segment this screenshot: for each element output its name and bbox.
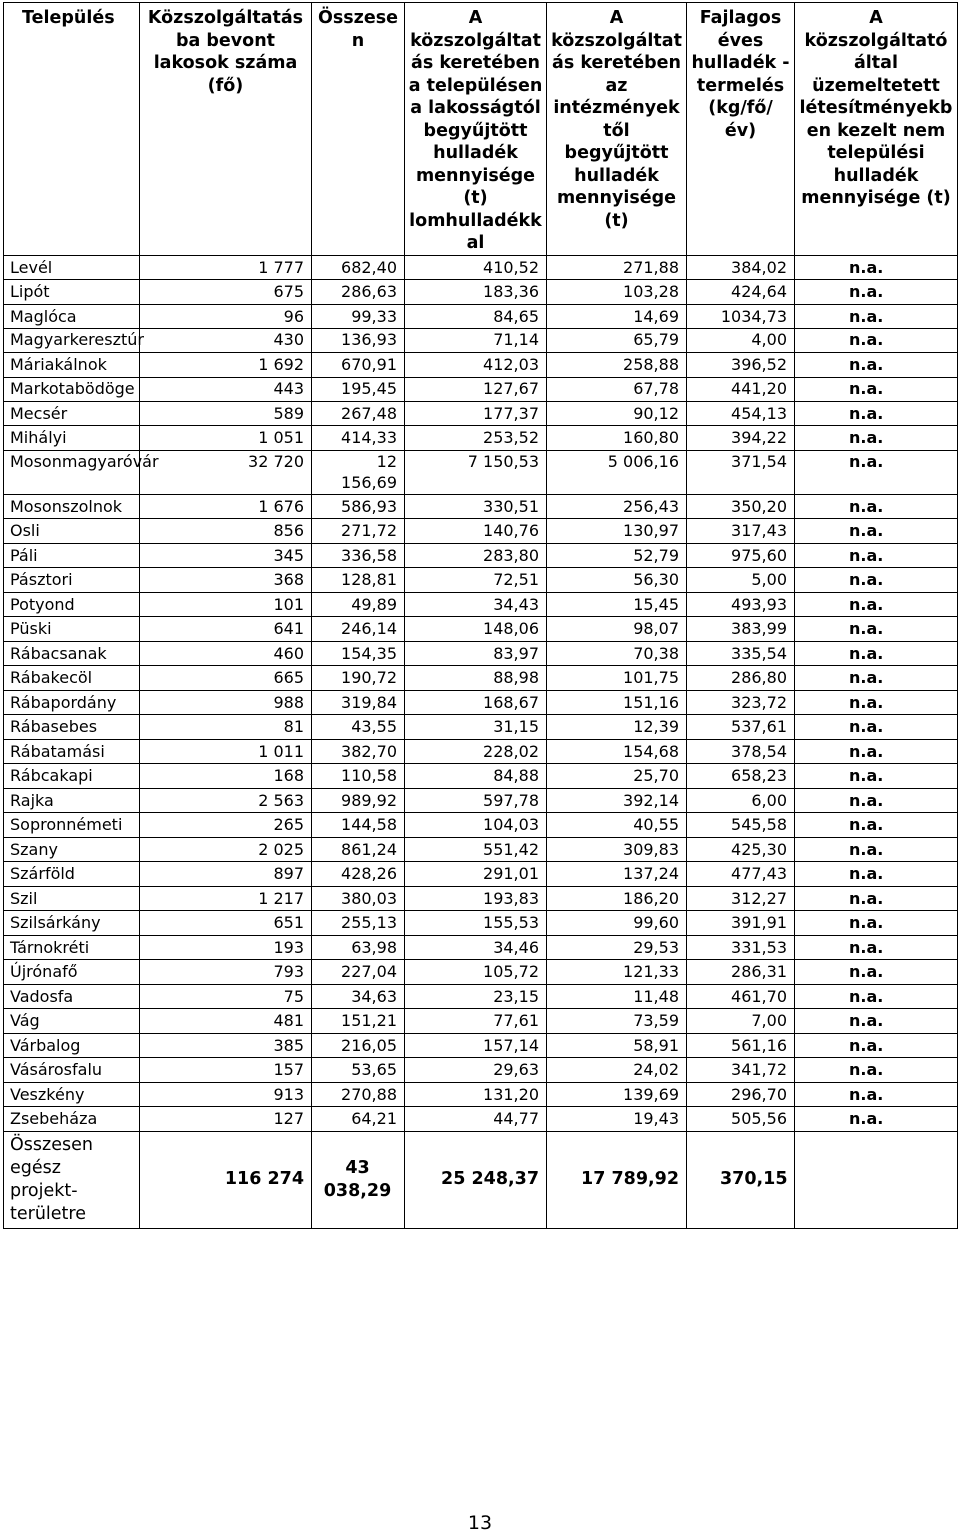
cell-non-municipal: n.a. (795, 1107, 958, 1132)
cell-population: 1 217 (140, 886, 312, 911)
cell-total: 195,45 (312, 377, 405, 401)
cell-per-capita: 312,27 (687, 886, 795, 911)
cell-institution: 12,39 (547, 715, 687, 740)
cell-total: 128,81 (312, 568, 405, 593)
table-row (4, 353, 958, 378)
cell-population: 793 (140, 960, 312, 985)
table-row (4, 401, 958, 426)
cell-per-capita: 391,91 (687, 911, 795, 936)
cell-institution: 67,78 (547, 377, 687, 401)
cell-population: 265 (140, 813, 312, 838)
cell-settlement: Sopronnémeti (4, 813, 140, 838)
cell-institution: 65,79 (547, 329, 687, 353)
cell-household: 84,65 (405, 304, 547, 329)
cell-household: 104,03 (405, 813, 547, 838)
cell-institution: 25,70 (547, 764, 687, 789)
cell-household: 83,97 (405, 641, 547, 666)
cell-institution: 40,55 (547, 813, 687, 838)
cell-population: 856 (140, 519, 312, 544)
cell-population: 675 (140, 280, 312, 305)
cell-non-municipal: n.a. (795, 666, 958, 691)
cell-non-municipal: n.a. (795, 519, 958, 544)
cell-total: 255,13 (312, 911, 405, 936)
cell-total: 682,40 (312, 255, 405, 280)
cell-institution: 29,53 (547, 935, 687, 960)
table-row (4, 1009, 958, 1034)
cell-total: 286,63 (312, 280, 405, 305)
cell-total: 428,26 (312, 862, 405, 887)
cell-population: 75 (140, 984, 312, 1009)
cell-household: 330,51 (405, 494, 547, 519)
cell-household: 127,67 (405, 377, 547, 401)
cell-household: 31,15 (405, 715, 547, 740)
cell-household: 29,63 (405, 1058, 547, 1083)
cell-total: 216,05 (312, 1033, 405, 1058)
total-cell-per-capita: 370,15 (687, 1131, 795, 1228)
cell-household: 412,03 (405, 353, 547, 378)
cell-per-capita: 4,00 (687, 329, 795, 353)
cell-settlement: Rábacsanak (4, 641, 140, 666)
cell-per-capita: 341,72 (687, 1058, 795, 1083)
total-cell-household: 25 248,37 (405, 1131, 547, 1228)
table-row (4, 568, 958, 593)
cell-total: 64,21 (312, 1107, 405, 1132)
cell-per-capita: 1034,73 (687, 304, 795, 329)
cell-household: 597,78 (405, 788, 547, 813)
cell-institution: 258,88 (547, 353, 687, 378)
header-household-waste: A közszolgáltatás keretében a településen a lakosságtól begyűjtött hulladék mennyisége (t) lomhulladékkal (405, 3, 547, 256)
cell-non-municipal: n.a. (795, 935, 958, 960)
cell-per-capita: 6,00 (687, 788, 795, 813)
cell-per-capita: 323,72 (687, 690, 795, 715)
cell-household: 72,51 (405, 568, 547, 593)
cell-per-capita: 537,61 (687, 715, 795, 740)
cell-institution: 99,60 (547, 911, 687, 936)
cell-institution: 137,24 (547, 862, 687, 887)
cell-settlement: Szilsárkány (4, 911, 140, 936)
cell-settlement: Tárnokréti (4, 935, 140, 960)
cell-non-municipal: n.a. (795, 1058, 958, 1083)
cell-institution: 121,33 (547, 960, 687, 985)
cell-institution: 130,97 (547, 519, 687, 544)
table-row (4, 666, 958, 691)
cell-settlement: Szany (4, 837, 140, 862)
table-row (4, 543, 958, 568)
cell-per-capita: 394,22 (687, 426, 795, 451)
table-row (4, 935, 958, 960)
cell-institution: 90,12 (547, 401, 687, 426)
cell-institution: 15,45 (547, 592, 687, 617)
cell-population: 1 051 (140, 426, 312, 451)
cell-non-municipal: n.a. (795, 1082, 958, 1107)
table-row (4, 426, 958, 451)
cell-total: 270,88 (312, 1082, 405, 1107)
cell-per-capita: 317,43 (687, 519, 795, 544)
header-total: Összesen (312, 3, 405, 256)
cell-household: 23,15 (405, 984, 547, 1009)
cell-household: 168,67 (405, 690, 547, 715)
cell-population: 1 011 (140, 739, 312, 764)
cell-per-capita: 383,99 (687, 617, 795, 642)
cell-population: 897 (140, 862, 312, 887)
cell-population: 157 (140, 1058, 312, 1083)
cell-per-capita: 545,58 (687, 813, 795, 838)
cell-per-capita: 335,54 (687, 641, 795, 666)
cell-population: 641 (140, 617, 312, 642)
cell-institution: 392,14 (547, 788, 687, 813)
cell-per-capita: 396,52 (687, 353, 795, 378)
cell-settlement: Potyond (4, 592, 140, 617)
cell-non-municipal: n.a. (795, 862, 958, 887)
cell-total: 227,04 (312, 960, 405, 985)
cell-household: 140,76 (405, 519, 547, 544)
cell-settlement: Mecsér (4, 401, 140, 426)
table-row (4, 617, 958, 642)
cell-per-capita: 286,31 (687, 960, 795, 985)
cell-total: 319,84 (312, 690, 405, 715)
cell-non-municipal: n.a. (795, 715, 958, 740)
page-number: 13 (467, 1512, 493, 1534)
cell-non-municipal: n.a. (795, 1033, 958, 1058)
cell-household: 183,36 (405, 280, 547, 305)
cell-total: 53,65 (312, 1058, 405, 1083)
cell-per-capita: 975,60 (687, 543, 795, 568)
cell-settlement: Rajka (4, 788, 140, 813)
header-settlement: Település (4, 3, 140, 256)
cell-per-capita: 424,64 (687, 280, 795, 305)
cell-settlement: Veszkény (4, 1082, 140, 1107)
cell-per-capita: 378,54 (687, 739, 795, 764)
cell-settlement: Vág (4, 1009, 140, 1034)
cell-household: 551,42 (405, 837, 547, 862)
cell-institution: 56,30 (547, 568, 687, 593)
cell-settlement: Rábasebes (4, 715, 140, 740)
cell-household: 410,52 (405, 255, 547, 280)
cell-non-municipal: n.a. (795, 984, 958, 1009)
cell-household: 157,14 (405, 1033, 547, 1058)
cell-settlement: Rábapordány (4, 690, 140, 715)
cell-institution: 160,80 (547, 426, 687, 451)
cell-per-capita: 5,00 (687, 568, 795, 593)
cell-total: 190,72 (312, 666, 405, 691)
cell-population: 2 563 (140, 788, 312, 813)
cell-settlement: Mihályi (4, 426, 140, 451)
table-row (4, 960, 958, 985)
cell-total: 43,55 (312, 715, 405, 740)
cell-institution: 11,48 (547, 984, 687, 1009)
cell-non-municipal: n.a. (795, 813, 958, 838)
cell-non-municipal: n.a. (795, 568, 958, 593)
table-row (4, 329, 958, 353)
cell-per-capita: 461,70 (687, 984, 795, 1009)
table-row (4, 739, 958, 764)
cell-population: 988 (140, 690, 312, 715)
cell-per-capita: 658,23 (687, 764, 795, 789)
cell-per-capita: 350,20 (687, 494, 795, 519)
cell-settlement: Szárföld (4, 862, 140, 887)
header-per-capita: Fajlagos éves hulladék - termelés (kg/fő/ év) (687, 3, 795, 256)
cell-non-municipal: n.a. (795, 837, 958, 862)
cell-household: 131,20 (405, 1082, 547, 1107)
cell-household: 34,43 (405, 592, 547, 617)
waste-data-table (3, 2, 958, 1229)
cell-settlement: Mosonmagyaróvár (4, 450, 140, 494)
cell-institution: 70,38 (547, 641, 687, 666)
cell-non-municipal: n.a. (795, 377, 958, 401)
cell-total: 670,91 (312, 353, 405, 378)
cell-settlement: Pásztori (4, 568, 140, 593)
cell-non-municipal: n.a. (795, 1009, 958, 1034)
cell-population: 1 777 (140, 255, 312, 280)
cell-settlement: Szil (4, 886, 140, 911)
table-row (4, 519, 958, 544)
cell-non-municipal: n.a. (795, 280, 958, 305)
cell-population: 430 (140, 329, 312, 353)
cell-total: 12 156,69 (312, 450, 405, 494)
cell-household: 7 150,53 (405, 450, 547, 494)
cell-population: 665 (140, 666, 312, 691)
cell-total: 382,70 (312, 739, 405, 764)
cell-non-municipal: n.a. (795, 494, 958, 519)
total-row (4, 1131, 958, 1228)
cell-institution: 19,43 (547, 1107, 687, 1132)
table-body (4, 255, 958, 1228)
table-row (4, 1058, 958, 1083)
cell-non-municipal: n.a. (795, 426, 958, 451)
cell-settlement: Rábakecöl (4, 666, 140, 691)
cell-per-capita: 505,56 (687, 1107, 795, 1132)
cell-household: 44,77 (405, 1107, 547, 1132)
cell-population: 481 (140, 1009, 312, 1034)
cell-institution: 103,28 (547, 280, 687, 305)
cell-population: 368 (140, 568, 312, 593)
table-row (4, 304, 958, 329)
cell-settlement: Markotabödöge (4, 377, 140, 401)
cell-non-municipal: n.a. (795, 401, 958, 426)
cell-household: 228,02 (405, 739, 547, 764)
cell-total: 246,14 (312, 617, 405, 642)
table-row (4, 715, 958, 740)
cell-household: 253,52 (405, 426, 547, 451)
table-row (4, 280, 958, 305)
cell-per-capita: 441,20 (687, 377, 795, 401)
cell-settlement: Püski (4, 617, 140, 642)
table-row (4, 450, 958, 494)
table-row (4, 1082, 958, 1107)
cell-population: 168 (140, 764, 312, 789)
table-row (4, 911, 958, 936)
cell-per-capita: 331,53 (687, 935, 795, 960)
total-cell-total: 43 038,29 (312, 1131, 405, 1228)
cell-institution: 256,43 (547, 494, 687, 519)
cell-settlement: Újrónafő (4, 960, 140, 985)
total-cell-institution: 17 789,92 (547, 1131, 687, 1228)
cell-total: 154,35 (312, 641, 405, 666)
cell-total: 99,33 (312, 304, 405, 329)
cell-population: 127 (140, 1107, 312, 1132)
table-row (4, 837, 958, 862)
cell-population: 96 (140, 304, 312, 329)
cell-per-capita: 454,13 (687, 401, 795, 426)
cell-settlement: Mosonszolnok (4, 494, 140, 519)
cell-total: 110,58 (312, 764, 405, 789)
cell-household: 77,61 (405, 1009, 547, 1034)
cell-total: 151,21 (312, 1009, 405, 1034)
cell-population: 913 (140, 1082, 312, 1107)
cell-institution: 24,02 (547, 1058, 687, 1083)
cell-institution: 186,20 (547, 886, 687, 911)
table-row (4, 788, 958, 813)
cell-total: 380,03 (312, 886, 405, 911)
cell-non-municipal: n.a. (795, 641, 958, 666)
cell-non-municipal: n.a. (795, 353, 958, 378)
cell-population: 460 (140, 641, 312, 666)
cell-per-capita: 296,70 (687, 1082, 795, 1107)
cell-non-municipal: n.a. (795, 788, 958, 813)
table-row (4, 862, 958, 887)
cell-non-municipal: n.a. (795, 960, 958, 985)
cell-total: 861,24 (312, 837, 405, 862)
cell-settlement: Páli (4, 543, 140, 568)
table-row (4, 984, 958, 1009)
cell-household: 193,83 (405, 886, 547, 911)
table-row (4, 494, 958, 519)
cell-non-municipal: n.a. (795, 255, 958, 280)
cell-settlement: Vásárosfalu (4, 1058, 140, 1083)
cell-non-municipal: n.a. (795, 739, 958, 764)
table-row (4, 592, 958, 617)
cell-per-capita: 371,54 (687, 450, 795, 494)
table-row (4, 886, 958, 911)
cell-total: 989,92 (312, 788, 405, 813)
table-row (4, 641, 958, 666)
cell-population: 589 (140, 401, 312, 426)
cell-settlement: Zsebeháza (4, 1107, 140, 1132)
cell-total: 414,33 (312, 426, 405, 451)
cell-non-municipal: n.a. (795, 304, 958, 329)
total-cell-settlement: Összesen egész projekt-területre (4, 1131, 140, 1228)
cell-settlement: Levél (4, 255, 140, 280)
table-row (4, 377, 958, 401)
cell-institution: 98,07 (547, 617, 687, 642)
cell-institution: 58,91 (547, 1033, 687, 1058)
header-population: Közszolgáltatásba bevont lakosok száma (fő) (140, 3, 312, 256)
cell-household: 155,53 (405, 911, 547, 936)
cell-total: 136,93 (312, 329, 405, 353)
cell-population: 345 (140, 543, 312, 568)
cell-settlement: Maglóca (4, 304, 140, 329)
cell-settlement: Lipót (4, 280, 140, 305)
total-cell-non-municipal (795, 1131, 958, 1228)
cell-settlement: Osli (4, 519, 140, 544)
cell-per-capita: 425,30 (687, 837, 795, 862)
cell-population: 101 (140, 592, 312, 617)
cell-population: 651 (140, 911, 312, 936)
cell-per-capita: 7,00 (687, 1009, 795, 1034)
cell-non-municipal: n.a. (795, 690, 958, 715)
cell-total: 271,72 (312, 519, 405, 544)
table-row (4, 764, 958, 789)
cell-total: 586,93 (312, 494, 405, 519)
cell-per-capita: 561,16 (687, 1033, 795, 1058)
cell-population: 1 676 (140, 494, 312, 519)
header-institution-waste: A közszolgáltatás keretében az intézményektől begyűjtött hulladék mennyisége (t) (547, 3, 687, 256)
table-row (4, 690, 958, 715)
cell-total: 267,48 (312, 401, 405, 426)
cell-non-municipal: n.a. (795, 543, 958, 568)
cell-household: 291,01 (405, 862, 547, 887)
cell-settlement: Magyarkeresztúr (4, 329, 140, 353)
cell-institution: 309,83 (547, 837, 687, 862)
cell-population: 2 025 (140, 837, 312, 862)
table-row (4, 1107, 958, 1132)
cell-total: 49,89 (312, 592, 405, 617)
table-row (4, 1033, 958, 1058)
header-non-municipal-waste: A közszolgáltató által üzemeltetett létesítményekben kezelt nem települési hulladék mennyisége (t) (795, 3, 958, 256)
cell-non-municipal: n.a. (795, 450, 958, 494)
cell-per-capita: 493,93 (687, 592, 795, 617)
cell-non-municipal: n.a. (795, 764, 958, 789)
cell-non-municipal: n.a. (795, 329, 958, 353)
cell-household: 177,37 (405, 401, 547, 426)
cell-settlement: Várbalog (4, 1033, 140, 1058)
cell-household: 34,46 (405, 935, 547, 960)
cell-population: 193 (140, 935, 312, 960)
cell-per-capita: 286,80 (687, 666, 795, 691)
cell-household: 105,72 (405, 960, 547, 985)
cell-institution: 5 006,16 (547, 450, 687, 494)
cell-population: 32 720 (140, 450, 312, 494)
cell-population: 81 (140, 715, 312, 740)
cell-institution: 139,69 (547, 1082, 687, 1107)
cell-total: 336,58 (312, 543, 405, 568)
cell-institution: 52,79 (547, 543, 687, 568)
header-row (4, 3, 958, 256)
table-row (4, 255, 958, 280)
cell-settlement: Máriakálnok (4, 353, 140, 378)
cell-settlement: Vadosfa (4, 984, 140, 1009)
cell-institution: 151,16 (547, 690, 687, 715)
cell-household: 71,14 (405, 329, 547, 353)
cell-institution: 73,59 (547, 1009, 687, 1034)
cell-institution: 154,68 (547, 739, 687, 764)
cell-total: 34,63 (312, 984, 405, 1009)
cell-settlement: Rábcakapi (4, 764, 140, 789)
cell-institution: 14,69 (547, 304, 687, 329)
cell-household: 148,06 (405, 617, 547, 642)
cell-household: 84,88 (405, 764, 547, 789)
cell-non-municipal: n.a. (795, 911, 958, 936)
cell-total: 63,98 (312, 935, 405, 960)
cell-household: 283,80 (405, 543, 547, 568)
cell-institution: 271,88 (547, 255, 687, 280)
cell-population: 443 (140, 377, 312, 401)
total-cell-population: 116 274 (140, 1131, 312, 1228)
cell-per-capita: 384,02 (687, 255, 795, 280)
cell-population: 1 692 (140, 353, 312, 378)
cell-non-municipal: n.a. (795, 886, 958, 911)
cell-population: 385 (140, 1033, 312, 1058)
cell-institution: 101,75 (547, 666, 687, 691)
cell-non-municipal: n.a. (795, 592, 958, 617)
table-row (4, 813, 958, 838)
cell-settlement: Rábatamási (4, 739, 140, 764)
cell-household: 88,98 (405, 666, 547, 691)
cell-total: 144,58 (312, 813, 405, 838)
cell-per-capita: 477,43 (687, 862, 795, 887)
cell-non-municipal: n.a. (795, 617, 958, 642)
